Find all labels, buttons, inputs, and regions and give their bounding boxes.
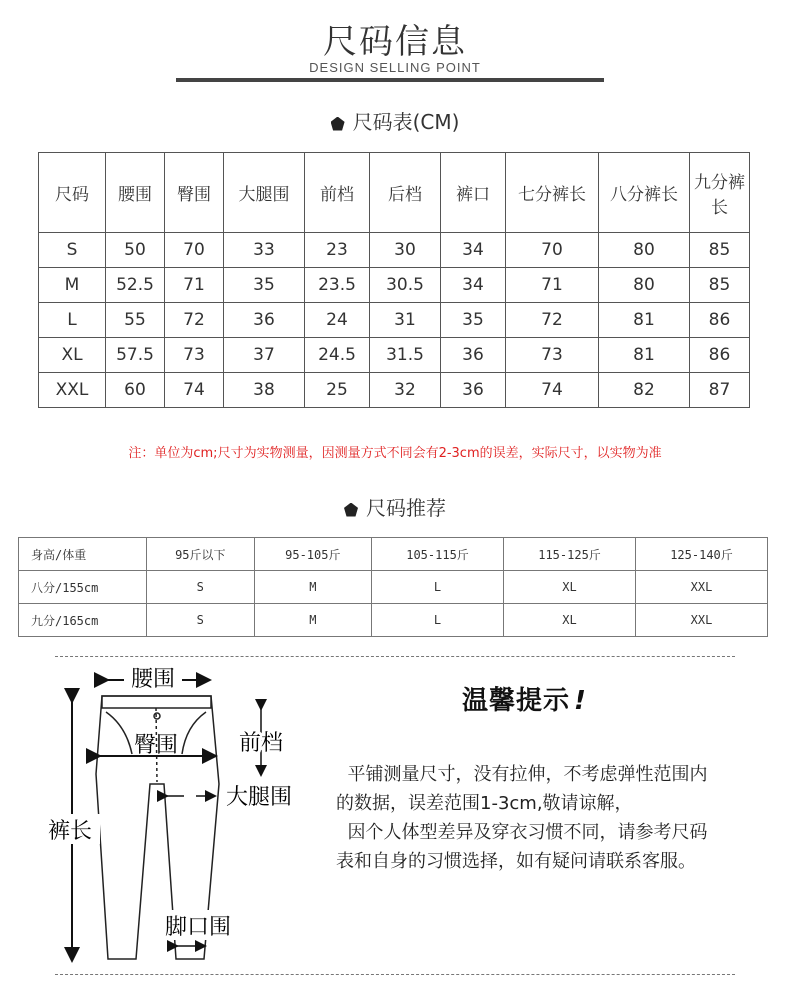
table-cell: 24 (305, 303, 370, 338)
page-title: 尺码信息 (323, 22, 467, 62)
table-row (19, 571, 768, 604)
table-cell: 36 (441, 373, 506, 408)
table-cell: 85 (690, 233, 750, 268)
col-header: 九分裤长 (690, 153, 750, 233)
measurement-note: 注：单位为cm;尺寸为实物测量，因测量方式不同会有2-3cm的误差，实际尺寸，以实物为准 (128, 446, 662, 461)
table-cell: XXL (636, 604, 768, 637)
table-header-row (39, 153, 750, 233)
table-cell: M (254, 571, 371, 604)
table-cell: XXL (39, 373, 106, 408)
col-header: 七分裤长 (506, 153, 599, 233)
table-cell: 60 (106, 373, 165, 408)
table-cell: M (254, 604, 371, 637)
tips-title-text: 温馨提示 (462, 686, 571, 716)
table-cell: XXL (636, 571, 768, 604)
tips-p2: 因个人体型差异及穿衣习惯不同，请参考尺码表和自身的习惯选择，如有疑问请联系客服。 (336, 822, 708, 872)
table-cell: L (372, 604, 504, 637)
table-cell: 36 (441, 338, 506, 373)
col-header: 大腿围 (224, 153, 305, 233)
table-header-row (19, 538, 768, 571)
table-cell: XL (504, 571, 636, 604)
page-subtitle: DESIGN SELLING POINT (309, 60, 481, 75)
table-cell: 70 (506, 233, 599, 268)
table-cell: 31 (370, 303, 441, 338)
table-cell: 33 (224, 233, 305, 268)
col-header: 八分裤长 (599, 153, 690, 233)
table-cell: 70 (165, 233, 224, 268)
table-row (39, 268, 750, 303)
recommend-heading (0, 492, 790, 521)
table-cell: XL (504, 604, 636, 637)
table-cell: 73 (165, 338, 224, 373)
table-cell: 81 (599, 303, 690, 338)
table-row (39, 338, 750, 373)
dashed-divider (55, 656, 735, 657)
table-cell: 82 (599, 373, 690, 408)
table-row (39, 233, 750, 268)
table-cell: 72 (165, 303, 224, 338)
table-cell: 71 (165, 268, 224, 303)
table-cell: 50 (106, 233, 165, 268)
table-cell: 37 (224, 338, 305, 373)
col-header: 95-105斤 (254, 538, 371, 571)
table-cell: M (39, 268, 106, 303)
front-rise-label: 前档 (238, 731, 284, 756)
table-cell: 30.5 (370, 268, 441, 303)
table-cell: S (147, 571, 255, 604)
table-cell: 36 (224, 303, 305, 338)
col-header: 95斤以下 (147, 538, 255, 571)
table-row (39, 303, 750, 338)
hip-label: 臀围 (133, 733, 179, 758)
table-cell: 23 (305, 233, 370, 268)
table-cell: 24.5 (305, 338, 370, 373)
table-cell: XL (39, 338, 106, 373)
hem-label: 脚口围 (164, 915, 232, 940)
col-header: 裤口 (441, 153, 506, 233)
tips-paragraph (336, 760, 721, 818)
col-header: 前档 (305, 153, 370, 233)
table-cell: 52.5 (106, 268, 165, 303)
table-cell: 25 (305, 373, 370, 408)
table-cell: 38 (224, 373, 305, 408)
table-cell: 71 (506, 268, 599, 303)
table-cell: 87 (690, 373, 750, 408)
table-cell: 八分/155cm (19, 571, 147, 604)
tips-body (336, 760, 721, 876)
table-cell: 30 (370, 233, 441, 268)
table-cell: 74 (165, 373, 224, 408)
table-cell: S (147, 604, 255, 637)
col-header: 臀围 (165, 153, 224, 233)
table-cell: 80 (599, 233, 690, 268)
table-cell: 85 (690, 268, 750, 303)
recommend-table (18, 537, 768, 637)
table-cell: 86 (690, 338, 750, 373)
size-table (38, 152, 750, 408)
tips-p1: 平铺测量尺寸，没有拉伸，不考虑弹性范围内的数据，误差范围1-3cm,敬请谅解， (336, 764, 708, 814)
col-header: 后档 (370, 153, 441, 233)
table-cell: 72 (506, 303, 599, 338)
table-cell: 34 (441, 233, 506, 268)
table-cell: 35 (441, 303, 506, 338)
table-cell: 80 (599, 268, 690, 303)
table-cell: 35 (224, 268, 305, 303)
thigh-label: 大腿围 (225, 785, 293, 810)
col-header: 尺码 (39, 153, 106, 233)
table-cell: 九分/165cm (19, 604, 147, 637)
dashed-divider (55, 974, 735, 975)
table-cell: L (372, 571, 504, 604)
recommend-heading-text: 尺码推荐 (366, 496, 446, 520)
col-header: 105-115斤 (372, 538, 504, 571)
table-cell: 74 (506, 373, 599, 408)
pants-diagram (36, 664, 336, 972)
title-underline (176, 78, 604, 82)
tips-paragraph (336, 818, 721, 876)
table-cell: 32 (370, 373, 441, 408)
table-row (19, 604, 768, 637)
table-cell: 73 (506, 338, 599, 373)
col-header: 腰围 (106, 153, 165, 233)
table-cell: 23.5 (305, 268, 370, 303)
col-header: 125-140斤 (636, 538, 768, 571)
tips-title (462, 680, 587, 717)
pentagon-bullet-icon (331, 117, 345, 131)
waist-label: 腰围 (130, 667, 176, 692)
table-cell: 55 (106, 303, 165, 338)
table-cell: 81 (599, 338, 690, 373)
table-cell: 86 (690, 303, 750, 338)
table-row (39, 373, 750, 408)
col-header: 115-125斤 (504, 538, 636, 571)
table-cell: 31.5 (370, 338, 441, 373)
col-header: 身高/体重 (19, 538, 147, 571)
size-table-heading (0, 106, 790, 135)
table-cell: S (39, 233, 106, 268)
table-cell: 34 (441, 268, 506, 303)
table-cell: L (39, 303, 106, 338)
pentagon-bullet-icon (344, 503, 358, 517)
size-table-heading-text: 尺码表(CM) (352, 110, 460, 134)
exclamation-icon: ! (574, 686, 587, 716)
table-cell: 57.5 (106, 338, 165, 373)
length-label: 裤长 (47, 819, 93, 844)
